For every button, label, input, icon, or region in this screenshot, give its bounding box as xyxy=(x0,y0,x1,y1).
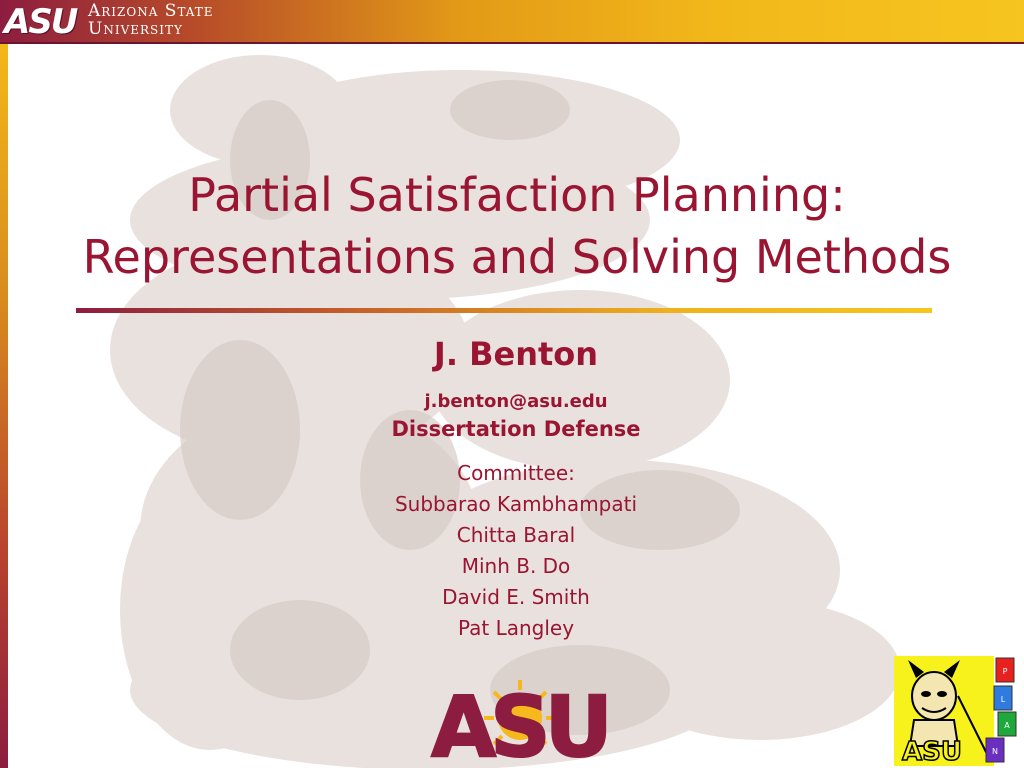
committee-member: David E. Smith xyxy=(442,585,590,609)
sparky-mascot-image xyxy=(894,656,1018,766)
asu-logo-text: ASU xyxy=(431,678,607,764)
block-a: A xyxy=(1004,721,1010,730)
committee-label: Committee: xyxy=(457,461,575,485)
university-name-line2: University xyxy=(88,19,183,39)
block-l: L xyxy=(1000,695,1006,704)
mascot-asu-text: ASU xyxy=(902,737,962,766)
committee-member: Minh B. Do xyxy=(461,554,571,578)
block-n: N xyxy=(992,747,998,756)
header-banner xyxy=(0,0,1024,44)
slide-title-line2: Representations and Solving Methods xyxy=(82,230,952,284)
asu-header-logo: ASU xyxy=(4,2,77,42)
slide-title xyxy=(20,164,1014,288)
university-name xyxy=(88,2,268,38)
block-p: P xyxy=(1002,667,1008,676)
committee-member: Subbarao Kambhampati xyxy=(394,492,638,516)
author-email: j.benton@asu.edu xyxy=(424,391,608,412)
slide-title-line1: Partial Satisfaction Planning: xyxy=(188,168,846,222)
university-name-line1: Arizona State xyxy=(88,1,214,21)
left-accent-bar xyxy=(0,44,8,768)
committee-list xyxy=(316,458,716,644)
event-name: Dissertation Defense xyxy=(391,417,641,441)
asu-sunburst-logo xyxy=(414,672,624,764)
author-name: J. Benton xyxy=(433,335,599,373)
committee-member: Chitta Baral xyxy=(456,523,576,547)
committee-member: Pat Langley xyxy=(457,616,575,640)
title-underline xyxy=(76,308,932,313)
